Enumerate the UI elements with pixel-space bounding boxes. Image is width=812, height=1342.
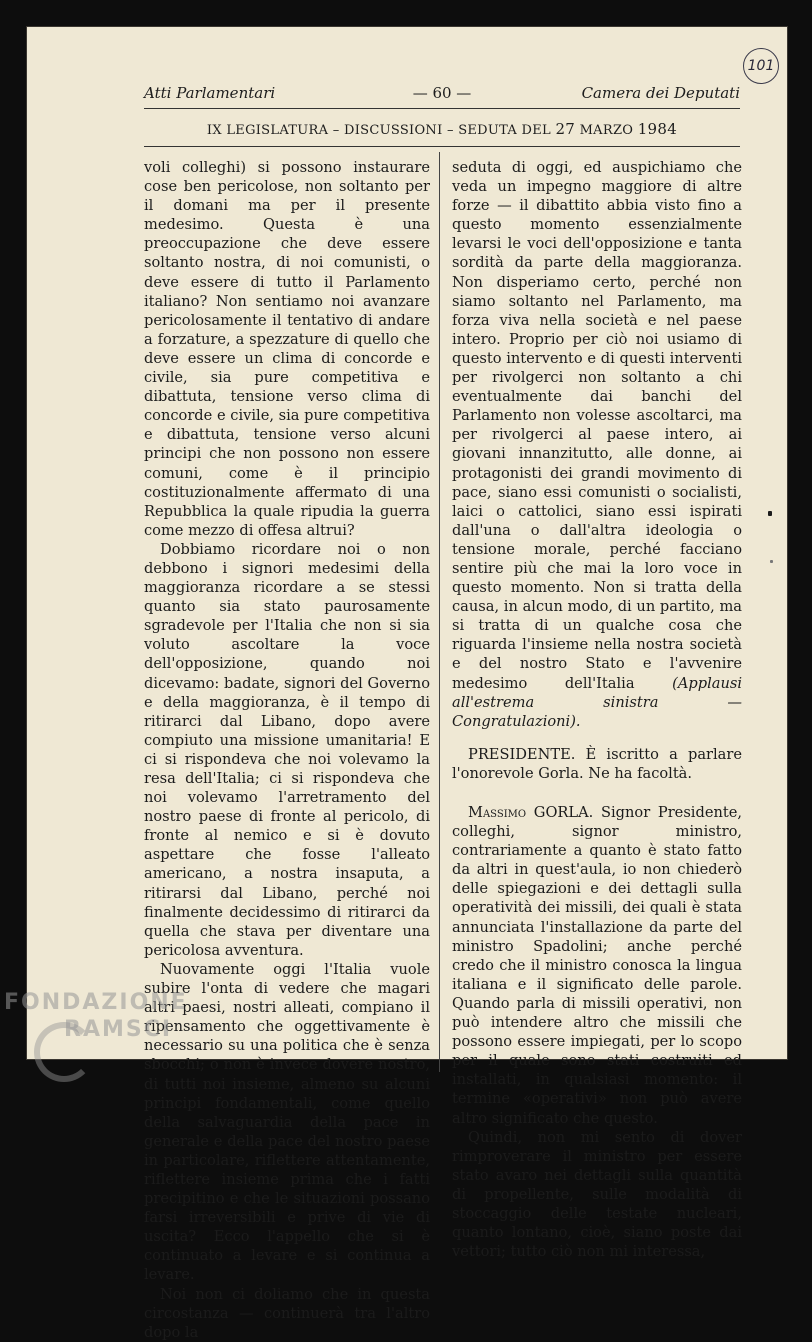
- paragraph-text: Signor Presidente, colleghi, signor ministro, contrariamente a quanto è stato fatto da altri in quest'aula, io non chiederò delle spiegazioni e dei dettagli sulla operatività dei missili, dei quali è stata annunciata l'installazione da parte del ministro Spadolini; anche perché credo che il ministro conosca la lingua italiana e il significato delle parole. Quando parla di missili operativi, non può intendere altro che missili che possono essere impiegati, per lo scopo per il quale sono stati costruiti ed installati, in qualsiasi momento: il termine «operativi» non può avere altro significato che questo.: [452, 804, 742, 1127]
- running-header: [144, 84, 740, 108]
- paragraph: Dobbiamo ricordare noi o non debbono i signori medesimi della maggioranza ricordare a se stessi quanto sia stato paurosamente sgradevole per l'Italia che non si sia voluto ascoltare la voce dell'opposizione, quando noi dicevamo: badate, signori del Governo e della maggioranza, è il tempo di ritirarci dal Libano, dopo avere compiuto una missione umanitaria! E ci si rispondeva che noi volevamo la resa dell'Italia; ci si rispondeva che noi volevamo l'arretramento del nostro paese di fronte al pericolo, di fronte al nemico e si è dovuto aspettare che fosse l'alleato americano, a nostra insaputa, a ritirarsi dal Libano, perché noi finalmente decidessimo di ritirarci da quella che stava per diventare una pericolosa avventura.: [144, 540, 430, 959]
- header-right: Camera dei Deputati: [581, 84, 740, 102]
- header-rule: [144, 108, 740, 109]
- speaker-paragraph: [452, 803, 742, 1128]
- session-text: IX LEGISLATURA – DISCUSSIONI – SEDUTA DEL: [206, 123, 551, 138]
- left-column: [144, 158, 430, 1342]
- session-line: [144, 120, 740, 138]
- session-day: 27: [555, 120, 576, 138]
- header-left: Atti Parlamentari: [144, 84, 276, 102]
- paper-speck: [770, 560, 773, 563]
- watermark-line2: RAMSCI: [64, 1017, 173, 1042]
- paper-speck: [768, 511, 772, 516]
- right-column: [452, 158, 742, 1261]
- session-month: MARZO: [579, 123, 634, 138]
- watermark-line1: FONDAZIONE: [4, 990, 188, 1015]
- document-page: [26, 26, 788, 1341]
- paragraph: Noi non ci doliamo che in questa circostanza — continuerà tra l'altro dopo la: [144, 1285, 430, 1341]
- paragraph: voli colleghi) si possono instaurare cose ben pericolose, non soltanto per il domani ma per il presente medesimo. Questa è una preoccupazione che deve essere soltanto nostra, di noi comunisti, o deve essere di tutto il Parlamento italiano? Non sentiamo noi avanzare pericolosamente il tentativo di andare a forzature, a spezzature di quello che deve essere un clima di concorde e civile, sia pure competitiva e dibattuta, tensione verso clima di concorde e civile, sia pure competitiva e dibattuta, tensione verso alcuni principi che non possono non essere comuni, come è il principio costituzionalmente affermato di una Repubblica la quale ripudia la guerra come mezzo di offesa altrui?: [144, 159, 430, 539]
- subheader-rule: [144, 146, 740, 147]
- paragraph-text: seduta di oggi, ed auspichiamo che veda un impegno maggiore di altre forze — il dibattito abbia visto fino a questo momento essenzialmente levarsi le voci dell'opposizione e tanta sordità da parte della maggioranza. Non disperiamo certo, perché non siamo soltanto nel Parlamento, ma forza viva nella società e nel paese intero. Proprio per ciò noi usiamo di questo intervento e di questi interventi per rivolgerci non soltanto a chi eventualmente dai banchi del Parlamento non volesse ascoltarci, ma per rivolgerci al paese intero, ai giovani innanzitutto, alle donne, ai protagonisti dei grandi movimento di pace, siano essi comunisti o socialisti, laici o cattolici, siano essi ispirati dall'una o dall'altra ideologia o tensione morale, perché facciano sentire più che mai la loro voce in questo momento. Non si tratta della causa, in alcun modo, di un partito, ma si tratta di un qualche cosa che riguarda l'insieme nella nostra società e del nostro Stato e l'avvenire medesimo dell'Italia: [452, 159, 742, 692]
- paragraph: Nuovamente oggi l'Italia vuole subire l'onta di vedere che magari altri paesi, nostri alleati, compiano il ripensamento che oggettivamente è necessario su una politica che è senza sbocchi; o non è invece dovere nostro, di tutti noi insieme, almeno su alcuni principi fondamentali, come quello della salvaguardia della pace in generale e della pace del nostro paese in particolare, riflettere attentamente, riflettere insieme prima che i fatti precipitino e che le situazioni possano farsi irreversibili e prive di vie di uscita? Ecco l'appello che si è continuato a levare e si continua a levare.: [144, 960, 430, 1284]
- page-number: — 60 —: [412, 84, 472, 102]
- archive-stamp: [743, 48, 779, 84]
- fondazione-gramsci-watermark: [4, 990, 204, 1042]
- paragraph: Quindi, non mi sento di dover rimproverare il ministro per essere stato avaro nei dettagli sulla quantità di propellente, sulle modalità di stoccaggio delle testate nucleari, quanto lontano, cioè, siano poste dai vettori; tutto ciò non mi interessa,: [452, 1128, 742, 1261]
- president-paragraph: PRESIDENTE. È iscritto a parlare l'onorevole Gorla. Ne ha facoltà.: [452, 745, 742, 782]
- watermark-g-logo: [34, 1022, 94, 1082]
- speaker-first-name: Massimo: [468, 804, 527, 821]
- column-divider: [439, 152, 440, 1072]
- paragraph: [452, 158, 742, 731]
- stamp-number: 101: [747, 58, 775, 74]
- applause-note: (Applausi all'estrema sinistra — Congratulazioni).: [452, 674, 742, 730]
- session-year: 1984: [637, 120, 678, 138]
- speaker-surname: GORLA.: [533, 804, 594, 821]
